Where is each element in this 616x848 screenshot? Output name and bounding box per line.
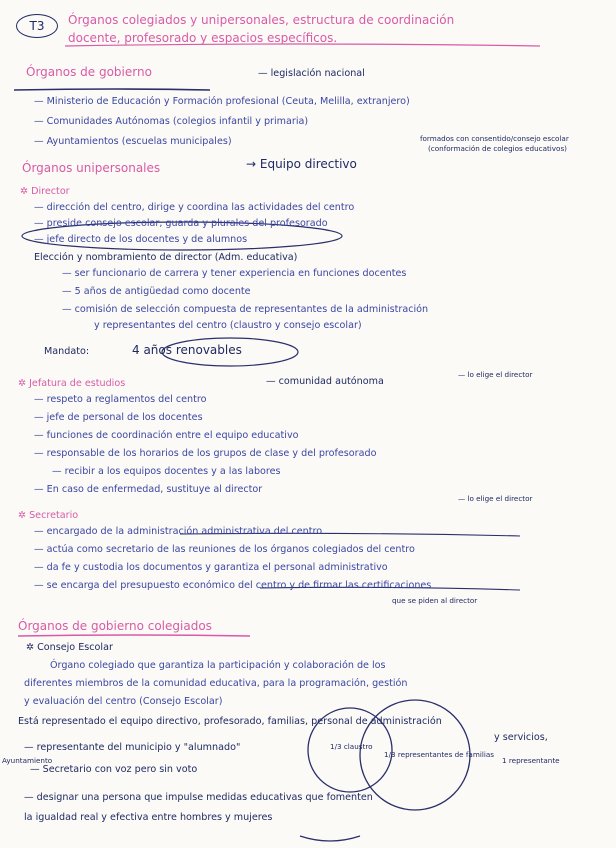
jefatura-item-2: — jefe de personal de los docentes: [34, 412, 203, 423]
secretario-extra: que se piden al director: [392, 596, 478, 605]
section-unipersonales-note: → Equipo directivo: [246, 157, 357, 171]
director-selection: Elección y nombramiento de director (Adm. educativa): [34, 252, 298, 263]
circle-left-label: 1/3 claustro: [330, 742, 373, 751]
consejo-last-2: la igualdad real y efectiva entre hombres y mujeres: [24, 812, 273, 823]
secretario-title: ✲ Secretario: [18, 510, 79, 521]
director-subitem-1: — ser funcionario de carrera y tener experiencia en funciones docentes: [62, 268, 407, 279]
secretario-item-4: — se encarga del presupuesto económico del centro y de firmar las certificaciones: [34, 580, 432, 591]
jefatura-elects-note: — lo elige el director: [458, 494, 533, 503]
mandate-value: 4 años renovables: [132, 343, 242, 357]
jefatura-item-6: — En caso de enfermedad, sustituye al director: [34, 484, 263, 495]
director-item-3: — jefe directo de los docentes y de alumnos: [34, 234, 248, 245]
section-colegiados-heading: Órganos de gobierno colegiados: [18, 619, 212, 633]
gobierno-side-note-2: (conformación de colegios educativos): [428, 144, 567, 153]
secretario-item-3: — da fe y custodia los documentos y garantiza el personal administrativo: [34, 562, 388, 573]
consejo-secretary: — Secretario con voz pero sin voto: [30, 764, 198, 775]
consejo-municipal-prefix: Ayuntamiento: [2, 756, 53, 765]
title-line-2: docente, profesorado y espacios específicos.: [68, 31, 338, 45]
jefatura-title: ✲ Jefatura de estudios: [18, 378, 126, 389]
consejo-desc-2: diferentes miembros de la comunidad educativa, para la programación, gestión: [24, 678, 408, 689]
consejo-desc-3: y evaluación del centro (Consejo Escolar): [24, 696, 223, 707]
consejo-composition: Está representado el equipo directivo, profesorado, familias, personal de administración: [18, 716, 442, 727]
director-subitem-3: — comisión de selección compuesta de representantes de la administración: [62, 304, 429, 315]
consejo-desc-1: Órgano colegiado que garantiza la participación y colaboración de los: [50, 660, 386, 671]
section-gobierno-heading: Órganos de gobierno: [26, 65, 152, 79]
consejo-composition-tail: y servicios,: [494, 732, 548, 743]
consejo-municipal: — representante del municipio y "alumnado": [24, 742, 241, 753]
director-subitem-2: — 5 años de antigüedad como docente: [62, 286, 251, 297]
gobierno-side-note-1: formados con consentido/consejo escolar: [420, 134, 569, 143]
circle-right-label: 1/3 representantes de familias: [384, 750, 494, 759]
gobierno-item-3: — Ayuntamientos (escuelas municipales): [34, 136, 232, 147]
jefatura-note-center: — comunidad autónoma: [266, 376, 384, 387]
director-item-1: — dirección del centro, dirige y coordina las actividades del centro: [34, 202, 355, 213]
jefatura-item-3: — funciones de coordinación entre el equipo educativo: [34, 430, 299, 441]
topic-badge: T3: [16, 14, 58, 38]
gobierno-item-1: — Ministerio de Educación y Formación profesional (Ceuta, Melilla, extranjero): [34, 96, 410, 107]
mandate-label: Mandato:: [44, 346, 90, 357]
jefatura-item-5: — recibir a los equipos docentes y a las labores: [52, 466, 281, 477]
section-gobierno-note: — legislación nacional: [258, 68, 365, 79]
secretario-item-2: — actúa como secretario de las reuniones de los órganos colegiados del centro: [34, 544, 415, 555]
director-item-2: — preside consejo escolar, guarda y plurales del profesorado: [34, 218, 328, 229]
director-subitem-4: y representantes del centro (claustro y consejo escolar): [94, 320, 362, 331]
consejo-title: ✲ Consejo Escolar: [26, 642, 113, 653]
jefatura-item-4: — responsable de los horarios de los grupos de clase y del profesorado: [34, 448, 377, 459]
gobierno-item-2: — Comunidades Autónomas (colegios infantil y primaria): [34, 116, 309, 127]
jefatura-item-1: — respeto a reglamentos del centro: [34, 394, 207, 405]
consejo-composition-rep: 1 representante: [502, 756, 560, 765]
secretario-item-1: — encargado de la administración administrativa del centro: [34, 526, 323, 537]
jefatura-note-right: — lo elige el director: [458, 370, 533, 379]
title-line-1: Órganos colegiados y unipersonales, estructura de coordinación: [68, 13, 455, 27]
section-unipersonales-heading: Órganos unipersonales: [22, 161, 161, 175]
consejo-last-1: — designar una persona que impulse medidas educativas que fomenten: [24, 792, 373, 803]
director-title: ✲ Director: [20, 186, 70, 197]
